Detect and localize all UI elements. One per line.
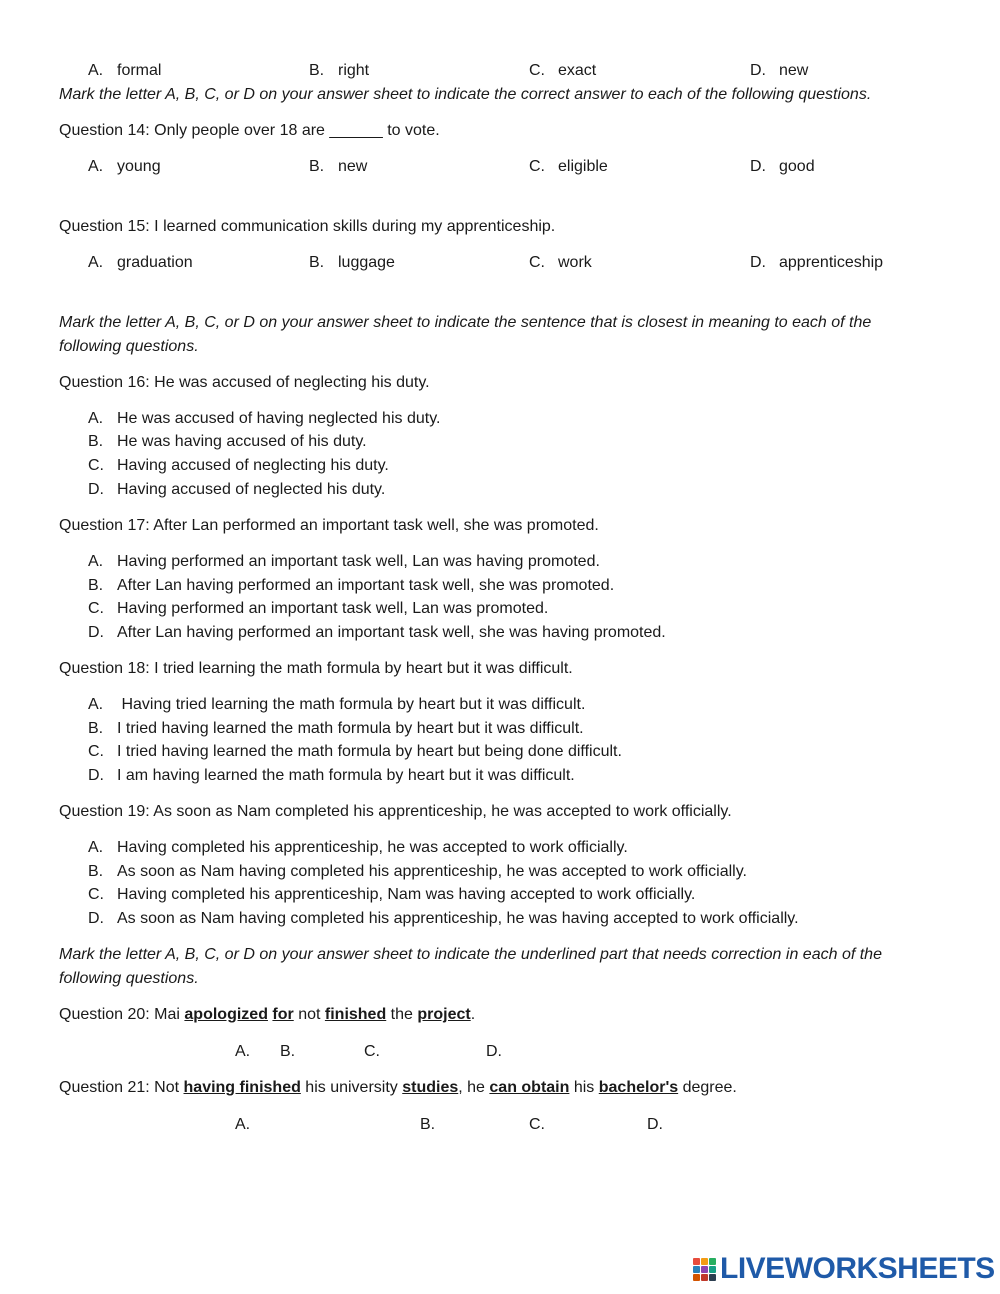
- q21-underlined-a: having finished: [183, 1079, 301, 1096]
- q20-underlined-d: project: [417, 1006, 471, 1023]
- q19-option-a[interactable]: A. Having completed his apprenticeship, he was accepted to work officially.: [88, 839, 628, 856]
- q20-label-a: A.: [235, 1043, 251, 1060]
- q21-label-c: C.: [529, 1116, 545, 1133]
- question-14: Question 14: Only people over 18 are ______ to vote.: [59, 122, 440, 139]
- instruction-correction: Mark the letter A, B, C, or D on your answer sheet to indicate the underlined part that needs correction in each of the: [59, 946, 882, 963]
- logo-square: [693, 1258, 700, 1265]
- q15-option-c[interactable]: C. work: [529, 254, 592, 271]
- q18-option-d[interactable]: D. I am having learned the math formula by heart but it was difficult.: [88, 767, 575, 784]
- question-16: Question 16: He was accused of neglecting his duty.: [59, 374, 430, 391]
- q17-option-b[interactable]: B. After Lan having performed an important task well, she was promoted.: [88, 577, 615, 594]
- logo-square: [709, 1274, 716, 1281]
- logo-square: [693, 1266, 700, 1273]
- q21-label-d: D.: [647, 1116, 663, 1133]
- instruction-correct-answer: Mark the letter A, B, C, or D on your answer sheet to indicate the correct answer to each of the following questions.: [59, 86, 872, 103]
- q16-option-a[interactable]: A. He was accused of having neglected his duty.: [88, 410, 441, 427]
- logo-square: [701, 1266, 708, 1273]
- q21-underlined-b: studies: [402, 1079, 459, 1096]
- q14-option-c[interactable]: C. eligible: [529, 158, 608, 175]
- q13-option-b[interactable]: B. right: [309, 62, 370, 79]
- q19-option-c[interactable]: C. Having completed his apprenticeship, Nam was having accepted to work officially.: [88, 886, 696, 903]
- q17-option-c[interactable]: C. Having performed an important task well, Lan was promoted.: [88, 600, 549, 617]
- q20-underlined-a: apologized: [184, 1006, 268, 1023]
- logo-square: [709, 1266, 716, 1273]
- q19-option-b[interactable]: B. As soon as Nam having completed his apprenticeship, he was accepted to work officially.: [88, 863, 747, 880]
- q21-label-a: A.: [235, 1116, 251, 1133]
- question-17: Question 17: After Lan performed an important task well, she was promoted.: [59, 517, 599, 534]
- logo-square: [693, 1274, 700, 1281]
- q13-option-c[interactable]: C. exact: [529, 62, 597, 79]
- instruction-correction-line2: following questions.: [59, 970, 199, 987]
- q18-option-a[interactable]: A. Having tried learning the math formula by heart but it was difficult.: [88, 696, 586, 713]
- q20-underlined-c: finished: [324, 1006, 387, 1023]
- question-15: Question 15: I learned communication skills during my apprenticeship.: [59, 218, 556, 235]
- q16-option-d[interactable]: D. Having accused of neglected his duty.: [88, 481, 386, 498]
- q14-option-a[interactable]: A. young: [88, 158, 161, 175]
- q17-option-a[interactable]: A. Having performed an important task well, Lan was having promoted.: [88, 553, 600, 570]
- q21-underlined-c: can obtain: [489, 1079, 570, 1096]
- q13-option-d[interactable]: D. new: [750, 62, 809, 79]
- instruction-closest-meaning-line2: following questions.: [59, 338, 199, 355]
- logo-text: LIVEWORKSHEETS: [720, 1252, 995, 1285]
- q20-underlined-b: for: [272, 1006, 294, 1023]
- q21-underlined-d: bachelor's: [598, 1079, 679, 1096]
- logo-grid-icon: [693, 1258, 716, 1281]
- q16-option-b[interactable]: B. He was having accused of his duty.: [88, 433, 367, 450]
- instruction-closest-meaning: Mark the letter A, B, C, or D on your answer sheet to indicate the sentence that is closest in meaning to each of the: [59, 314, 872, 331]
- q19-option-d[interactable]: D. As soon as Nam having completed his apprenticeship, he was having accepted to work officially.: [88, 910, 799, 927]
- q15-option-a[interactable]: A. graduation: [88, 254, 193, 271]
- q17-option-d[interactable]: D. After Lan having performed an important task well, she was having promoted.: [88, 624, 666, 641]
- question-21: Question 21: Not having finished his university studies, he can obtain his bachelor's degree.: [59, 1079, 737, 1096]
- question-19: Question 19: As soon as Nam completed his apprenticeship, he was accepted to work officially.: [59, 803, 732, 820]
- q13-option-a[interactable]: A. formal: [88, 62, 162, 79]
- logo-square: [701, 1274, 708, 1281]
- logo-square: [701, 1258, 708, 1265]
- q20-label-c: C.: [364, 1043, 380, 1060]
- question-18: Question 18: I tried learning the math formula by heart but it was difficult.: [59, 660, 573, 677]
- q20-label-d: D.: [486, 1043, 502, 1060]
- q14-option-b[interactable]: B. new: [309, 158, 368, 175]
- q14-option-d[interactable]: D. good: [750, 158, 815, 175]
- q20-label-b: B.: [280, 1043, 296, 1060]
- logo-square: [709, 1258, 716, 1265]
- question-20: Question 20: Mai apologized for not finished the project.: [59, 1006, 476, 1023]
- q15-option-d[interactable]: D. apprenticeship: [750, 254, 884, 271]
- q16-option-c[interactable]: C. Having accused of neglecting his duty.: [88, 457, 389, 474]
- q21-label-b: B.: [420, 1116, 436, 1133]
- q18-option-b[interactable]: B. I tried having learned the math formula by heart but it was difficult.: [88, 720, 584, 737]
- liveworksheets-logo[interactable]: [693, 1252, 995, 1285]
- q15-option-b[interactable]: B. luggage: [309, 254, 395, 271]
- q18-option-c[interactable]: C. I tried having learned the math formula by heart but being done difficult.: [88, 743, 622, 760]
